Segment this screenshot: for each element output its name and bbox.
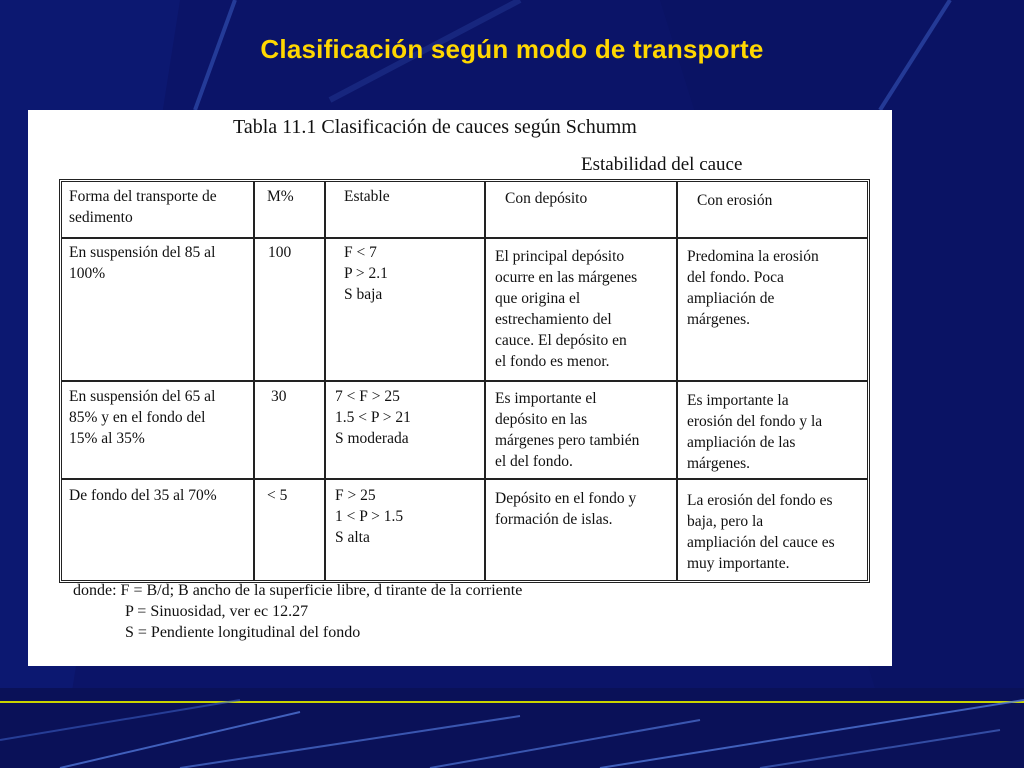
row1-m: 100 <box>268 244 292 261</box>
stability-group-header: Estabilidad del cauce <box>581 154 743 175</box>
slide-title: Clasificación según modo de transporte <box>260 34 764 64</box>
row3-m: < 5 <box>267 487 288 504</box>
row3-estable: F > 25 1 < P > 1.5 S alta <box>335 487 404 546</box>
table-notes <box>73 580 522 643</box>
header-m-percent: M% <box>267 188 294 205</box>
row2-deposito: Es importante el depósito en las márgenes pero también el del fondo. <box>495 390 640 470</box>
note-definition-s: S = Pendiente longitudinal del fondo <box>125 624 361 641</box>
row-divider <box>62 237 867 239</box>
note-definition-p: P = Sinuosidad, ver ec 12.27 <box>125 603 309 620</box>
row3-deposito: Depósito en el fondo y formación de islas. <box>495 490 637 528</box>
classification-table <box>59 179 870 583</box>
row1-forma: En suspensión del 85 al 100% <box>69 244 216 282</box>
row1-deposito: El principal depósito ocurre en las márgenes que origina el estrechamiento del cauce. El depósito en el fondo es menor. <box>495 248 638 370</box>
row3-forma: De fondo del 35 al 70% <box>69 487 217 504</box>
row2-forma: En suspensión del 65 al 85% y en el fondo del 15% al 35% <box>69 388 216 447</box>
header-estable: Estable <box>344 188 390 205</box>
scanned-table-image <box>28 110 892 666</box>
row1-estable: F < 7 P > 2.1 S baja <box>344 244 388 303</box>
row-divider <box>62 478 867 480</box>
header-con-erosion: Con erosión <box>697 192 773 209</box>
row2-m: 30 <box>271 388 287 405</box>
row2-erosion: Es importante la erosión del fondo y la ampliación de las márgenes. <box>687 392 823 472</box>
row3-erosion: La erosión del fondo es baja, pero la ampliación del cauce es muy importante. <box>687 492 835 572</box>
table-caption: Tabla 11.1 Clasificación de cauces según Schumm <box>233 116 637 138</box>
note-definition-f: donde: F = B/d; B ancho de la superficie libre, d tirante de la corriente <box>73 582 523 599</box>
row-divider <box>62 380 867 382</box>
row1-erosion: Predomina la erosión del fondo. Poca ampliación de márgenes. <box>687 248 819 328</box>
header-forma: Forma del transporte de sedimento <box>69 188 217 226</box>
header-con-deposito: Con depósito <box>505 190 588 207</box>
row2-estable: 7 < F > 25 1.5 < P > 21 S moderada <box>335 388 411 447</box>
